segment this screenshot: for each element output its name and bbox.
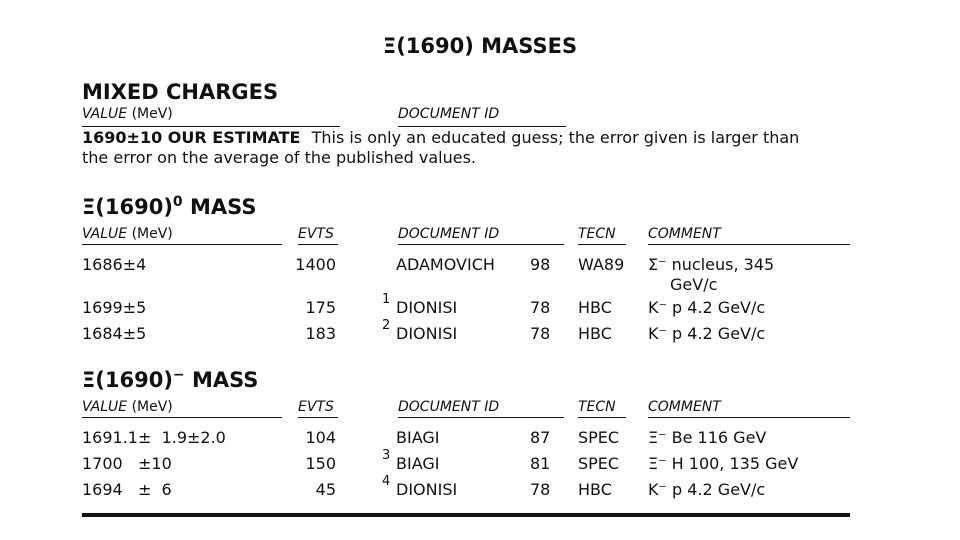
neutral-comment-header: COMMENT bbox=[648, 226, 721, 242]
row-tecn: HBC bbox=[578, 324, 612, 343]
row-comment: K⁻ p 4.2 GeV/c bbox=[648, 480, 766, 499]
charged-tecn-rule bbox=[578, 417, 626, 418]
row-comment: K⁻ p 4.2 GeV/c bbox=[648, 324, 766, 343]
charged-mass-heading bbox=[82, 367, 258, 392]
estimate-value: 1690±10 OUR ESTIMATE bbox=[82, 128, 301, 147]
row-tecn: HBC bbox=[578, 298, 612, 317]
charged-value-rule bbox=[82, 417, 282, 418]
charged-heading-main: Ξ(1690) bbox=[82, 368, 173, 392]
row-doc: BIAGI bbox=[396, 428, 440, 447]
row-value: 1699±5 bbox=[82, 298, 147, 317]
mixed-doc-header: DOCUMENT ID bbox=[398, 106, 500, 122]
row-year: 78 bbox=[530, 324, 551, 343]
mixed-value-header bbox=[82, 106, 173, 122]
row-year: 81 bbox=[530, 454, 551, 473]
charged-doc-header: DOCUMENT ID bbox=[398, 399, 500, 415]
row-doc: BIAGI bbox=[396, 454, 440, 473]
footnote-marker: 1 bbox=[382, 292, 391, 307]
footnote-marker: 2 bbox=[382, 318, 391, 333]
row-comment: K⁻ p 4.2 GeV/c bbox=[648, 298, 766, 317]
neutral-mass-heading bbox=[82, 194, 256, 219]
row-value: 1686±4 bbox=[82, 255, 147, 274]
estimate-text-continued: the error on the average of the published values. bbox=[82, 148, 476, 167]
neutral-evts-header: EVTS bbox=[298, 226, 334, 242]
row-tecn: SPEC bbox=[578, 428, 620, 447]
row-year: 87 bbox=[530, 428, 551, 447]
row-doc: DIONISI bbox=[396, 298, 458, 317]
neutral-value-header bbox=[82, 226, 173, 242]
row-doc: ADAMOVICH bbox=[396, 255, 495, 274]
value-header-unit: (MeV) bbox=[131, 226, 173, 242]
neutral-evts-rule bbox=[298, 244, 338, 245]
row-year: 78 bbox=[530, 298, 551, 317]
neutral-heading-sup: 0 bbox=[172, 194, 183, 210]
page-bottom-rule bbox=[82, 513, 850, 517]
row-comment: Ξ⁻ Be 116 GeV bbox=[648, 428, 767, 447]
row-evts: 1400 bbox=[295, 255, 336, 274]
row-comment: Ξ⁻ H 100, 135 GeV bbox=[648, 454, 799, 473]
row-doc: DIONISI bbox=[396, 480, 458, 499]
row-year: 98 bbox=[530, 255, 551, 274]
charged-comment-rule bbox=[648, 417, 850, 418]
value-header-label: VALUE bbox=[82, 226, 128, 242]
mixed-doc-rule bbox=[398, 126, 566, 127]
neutral-heading-tail: MASS bbox=[189, 195, 257, 219]
value-header-label: VALUE bbox=[82, 106, 128, 122]
neutral-comment-rule bbox=[648, 244, 850, 245]
page-title: Ξ(1690) MASSES bbox=[382, 34, 578, 58]
neutral-doc-rule bbox=[398, 244, 564, 245]
charged-heading-sup: − bbox=[172, 367, 185, 383]
neutral-value-rule bbox=[82, 244, 282, 245]
row-evts: 45 bbox=[315, 480, 336, 499]
mixed-charges-heading: MIXED CHARGES bbox=[82, 80, 279, 104]
row-evts: 175 bbox=[305, 298, 336, 317]
neutral-tecn-header: TECN bbox=[578, 226, 616, 242]
charged-tecn-header: TECN bbox=[578, 399, 616, 415]
charged-evts-rule bbox=[298, 417, 338, 418]
neutral-tecn-rule bbox=[578, 244, 626, 245]
row-tecn: SPEC bbox=[578, 454, 620, 473]
row-comment: Σ⁻ nucleus, 345 bbox=[648, 255, 775, 274]
neutral-doc-header: DOCUMENT ID bbox=[398, 226, 500, 242]
row-doc: DIONISI bbox=[396, 324, 458, 343]
charged-heading-tail: MASS bbox=[191, 368, 259, 392]
row-value: 1691.1± 1.9±2.0 bbox=[82, 428, 226, 447]
value-header-unit: (MeV) bbox=[131, 399, 173, 415]
footnote-marker: 3 bbox=[382, 448, 391, 463]
row-value: 1684±5 bbox=[82, 324, 147, 343]
row-evts: 150 bbox=[305, 454, 336, 473]
value-header-unit: (MeV) bbox=[131, 106, 173, 122]
row-evts: 183 bbox=[305, 324, 336, 343]
row-evts: 104 bbox=[305, 428, 336, 447]
charged-evts-header: EVTS bbox=[298, 399, 334, 415]
value-header-label: VALUE bbox=[82, 399, 128, 415]
row-tecn: HBC bbox=[578, 480, 612, 499]
row-value: 1700 ±10 bbox=[82, 454, 172, 473]
row-comment-continued: GeV/c bbox=[670, 275, 718, 294]
charged-value-header bbox=[82, 399, 173, 415]
mixed-estimate-line bbox=[82, 128, 799, 147]
mixed-value-rule bbox=[82, 126, 340, 127]
charged-doc-rule bbox=[398, 417, 564, 418]
row-year: 78 bbox=[530, 480, 551, 499]
footnote-marker: 4 bbox=[382, 474, 391, 489]
row-value: 1694 ± 6 bbox=[82, 480, 172, 499]
estimate-text: This is only an educated guess; the error given is larger than bbox=[311, 128, 800, 147]
neutral-heading-main: Ξ(1690) bbox=[82, 195, 173, 219]
charged-comment-header: COMMENT bbox=[648, 399, 721, 415]
row-tecn: WA89 bbox=[578, 255, 625, 274]
